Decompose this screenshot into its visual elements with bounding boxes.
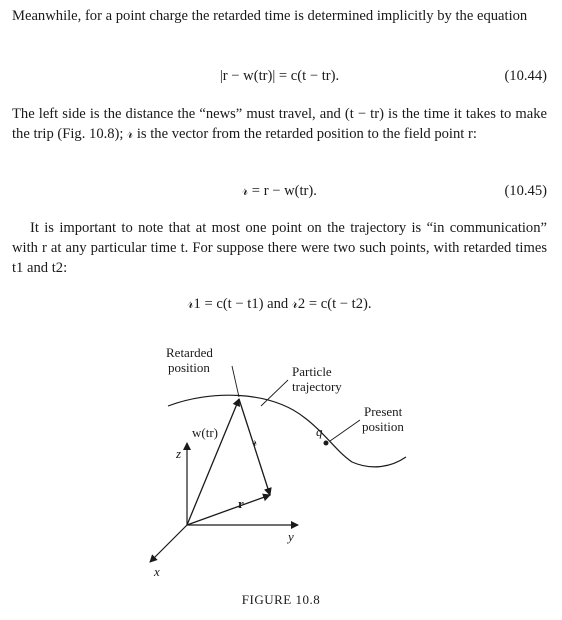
equation-10-45-number: (10.45): [504, 183, 547, 199]
label-r-vector: r: [238, 496, 244, 511]
equation-10-45-body: 𝓇 = r − w(tr).: [242, 183, 317, 199]
r-vector-arrow: [187, 495, 270, 525]
label-y-axis: y: [288, 529, 294, 544]
label-charge-q: q: [316, 424, 323, 439]
label-z-axis: z: [176, 446, 182, 461]
label-particle-line2: trajectory: [292, 379, 342, 394]
equation-10-44-number: (10.44): [504, 68, 547, 84]
paragraph-one-point-communication: It is important to note that at most one point on the trajectory is “in communication” with r at any particular time t. For suppose there were two such points, with retarded times t1 and t2:: [12, 220, 547, 276]
label-present-line1: Present: [364, 404, 403, 419]
paragraph-news-distance: The left side is the distance the “news” must travel, and (t − tr) is the time it takes to make the trip (Fig. 10.8); 𝓇 is the vector from the retarded position to the field point r:: [12, 106, 547, 142]
label-retarded-line2: position: [168, 360, 210, 375]
present-position-dot: [324, 441, 329, 446]
label-x-axis: x: [154, 564, 160, 579]
paragraph-retarded-time-intro: Meanwhile, for a point charge the retarded time is determined implicitly by the equation: [12, 8, 528, 24]
equation-two-points-body: 𝓇1 = c(t − t1) and 𝓇2 = c(t − t2).: [187, 296, 372, 312]
x-axis: [150, 525, 187, 562]
label-script-r: 𝓇: [252, 434, 258, 449]
figure-10-8-diagram: [130, 340, 430, 590]
figure-10-8-caption: FIGURE 10.8: [241, 592, 321, 607]
equation-10-44-body: |r − w(tr)| = c(t − tr).: [219, 68, 340, 84]
label-retarded-line1: Retarded: [166, 345, 213, 360]
w-vector-arrow: [187, 399, 239, 525]
label-present-line2: position: [362, 419, 404, 434]
retarded-position-leader: [232, 366, 239, 397]
label-w-vector: w(tr): [192, 425, 218, 440]
present-position-leader: [330, 420, 360, 441]
label-particle-line1: Particle: [292, 364, 332, 379]
